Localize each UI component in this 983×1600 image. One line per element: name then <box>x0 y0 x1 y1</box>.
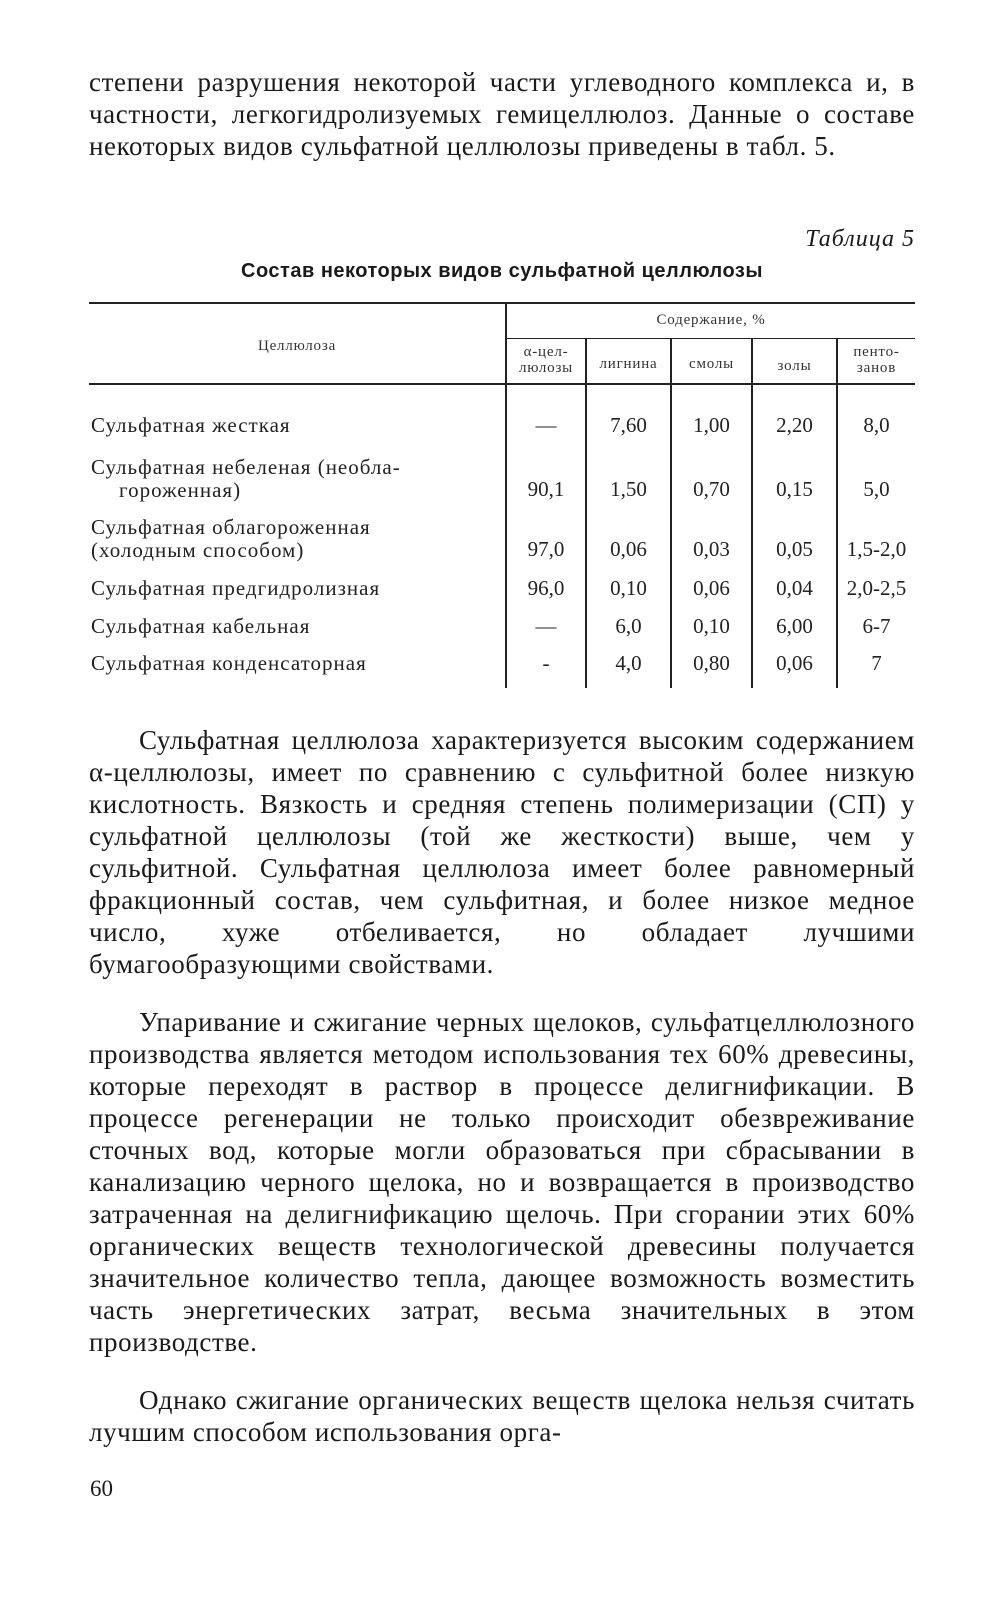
header-cellulose: Целлюлоза <box>257 338 337 354</box>
cell-lignin: 6,0 <box>615 614 642 638</box>
row-name: Сульфатная облагороженная (холодным способом) <box>91 515 371 562</box>
row-name: Сульфатная кабельная <box>91 614 311 638</box>
cell-ash: 2,20 <box>776 413 813 437</box>
cell-resins: 0,06 <box>693 576 730 600</box>
cell-alpha: — <box>535 413 557 437</box>
header-pentosans: пенто- занов <box>853 344 900 376</box>
cell-alpha: 90,1 <box>527 477 565 501</box>
cell-lignin: 4,0 <box>615 651 642 675</box>
cell-resins: 0,80 <box>693 651 730 675</box>
header-lignin: лигнина <box>599 356 658 372</box>
body-paragraph: Однако сжигание органических веществ щелока нельзя считать лучшим способом использования орга- <box>89 1385 915 1447</box>
row-name: Сульфатная предгидролизная <box>91 576 381 600</box>
composition-table <box>89 300 915 692</box>
table-number: Таблица 5 <box>805 226 915 252</box>
body-paragraph: Сульфатная целлюлоза характеризуется высоким содержанием α-целлюлозы, имеет по сравнению с сульфитной более низкую кислотность. Вязкость и средняя степень полимеризации (СП) у сульфатной целлюлозы (той же жесткости) выше, чем у сульфитной. Сульфатная целлюлоза имеет более равномерный фракционный состав, чем сульфитная, и более низкое медное число, хуже отбеливается, но обладает лучшими бумагообразующими свойствами. <box>89 725 915 979</box>
page-number: 60 <box>90 1476 113 1501</box>
cell-pentosans: 2,0-2,5 <box>846 576 907 600</box>
cell-pentosans: 5,0 <box>863 477 890 501</box>
cell-alpha: - <box>542 651 550 675</box>
cell-pentosans: 7 <box>871 651 882 675</box>
cell-lignin: 0,06 <box>610 537 647 561</box>
cell-lignin: 1,50 <box>610 477 647 501</box>
cell-lignin: 0,10 <box>610 576 647 600</box>
header-group-rule <box>507 338 915 339</box>
cell-alpha: — <box>535 614 557 638</box>
cell-ash: 0,15 <box>776 477 813 501</box>
cell-pentosans: 6-7 <box>862 614 891 638</box>
table-title: Состав некоторых видов сульфатной целлюлозы <box>241 260 763 282</box>
row-name: Сульфатная жесткая <box>91 413 291 437</box>
header-alpha-cellulose: α-цел- люлозы <box>518 344 574 376</box>
cell-ash: 6,00 <box>776 614 813 638</box>
cell-resins: 0,03 <box>693 537 730 561</box>
row-name: Сульфатная конденсаторная <box>91 651 367 675</box>
header-ash: золы <box>777 358 812 374</box>
cell-ash: 0,05 <box>776 537 813 561</box>
cell-alpha: 96,0 <box>527 576 565 600</box>
header-bottom-rule <box>89 383 915 385</box>
cell-resins: 0,70 <box>693 477 730 501</box>
cell-resins: 0,10 <box>693 614 730 638</box>
intro-paragraph: степени разрушения некоторой части углеводного комплекса и, в частности, легкогидролизуемых гемицеллюлоз. Данные о составе некоторых видов сульфатной целлюлозы приведены в табл. 5. <box>89 67 915 161</box>
cell-pentosans: 1,5-2,0 <box>846 537 907 561</box>
cell-lignin: 7,60 <box>610 413 647 437</box>
cell-pentosans: 8,0 <box>863 413 890 437</box>
cell-ash: 0,04 <box>776 576 813 600</box>
cell-resins: 1,00 <box>693 413 730 437</box>
cell-alpha: 97,0 <box>527 537 565 561</box>
body-paragraph: Упаривание и сжигание черных щелоков, сульфатцеллюлозного производства является методом использования тех 60% древесины, которые переходят в раствор в процессе делигнификации. В процессе регенерации не только происходит обезвреживание сточных вод, которые могли образоваться при сбрасывании в канализацию черного щелока, но и возвращается в производство затраченная на делигнификацию щелочь. При сгорании этих 60% органических веществ технологической древесины получается значительное количество тепла, дающее возможность возместить часть энергетических затрат, весьма значительных в этом производстве. <box>89 1007 915 1357</box>
table-top-rule <box>89 302 915 304</box>
cell-ash: 0,06 <box>776 651 813 675</box>
header-content-group: Содержание, % <box>656 312 766 328</box>
row-name: Сульфатная небеленая (необла- гороженная) <box>91 455 401 502</box>
header-resins: смолы <box>688 356 734 372</box>
